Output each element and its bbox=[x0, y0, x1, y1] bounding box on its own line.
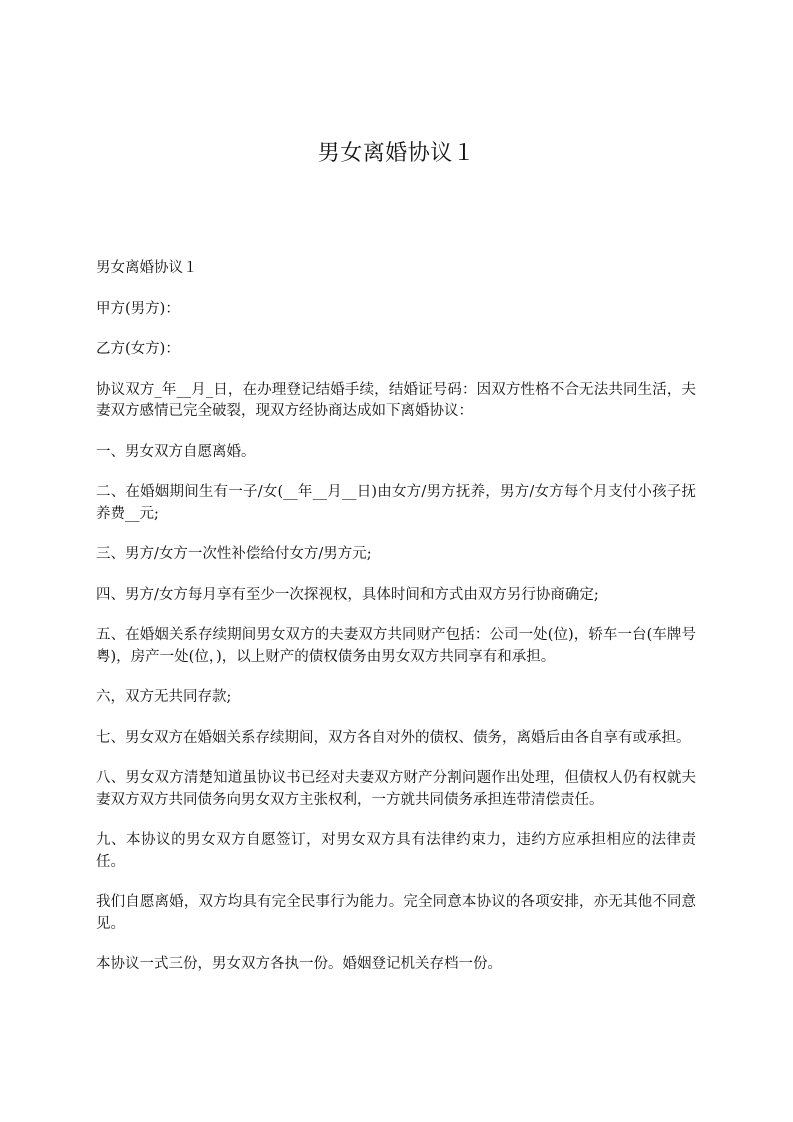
paragraph-clause-7: 七、男女双方在婚姻关系存续期间，双方各自对外的债权、债务，离婚后由各自享有或承担。 bbox=[96, 729, 691, 746]
document-body bbox=[96, 258, 696, 995]
document-title: 男女离婚协议１ bbox=[317, 141, 476, 166]
paragraph-clause-1: 一、男女双方自愿离婚。 bbox=[96, 443, 256, 460]
paragraph-clause-5: 五、在婚姻关系存续期间男女双方的夫妻双方共同财产包括：公司一处(位)，轿车一台(车牌号粤)，房产一处(位，)，以上财产的债权债务由男女双方共同享有和承担。 bbox=[96, 627, 696, 665]
paragraph-party-b: 乙方(女方)： bbox=[96, 341, 180, 357]
paragraph-clause-6: 六，双方无共同存款; bbox=[96, 689, 232, 705]
paragraph-clause-8: 八、男女双方清楚知道虽协议书已经对夫妻双方财产分割问题作出处理，但债权人仍有权就夫妻双方双方共同债务向男女双方主张权利，一方就共同债务承担连带清偿责任。 bbox=[96, 770, 696, 808]
paragraph-preamble: 协议双方_年__月_日，在办理登记结婚手续，结婚证号码：因双方性格不合无法共同生活，夫妻双方感情已完全破裂，现双方经协商达成如下离婚协议： bbox=[96, 381, 696, 419]
paragraph-subtitle: 男女离婚协议１ bbox=[96, 260, 198, 276]
paragraph-clause-9: 九、本协议的男女双方自愿签订，对男女双方具有法律约束力，违约方应承担相应的法律责任。 bbox=[96, 832, 696, 870]
paragraph-clause-2: 二、在婚姻期间生有一子/女(__年__月__日)由女方/男方抚养，男方/女方每个月支付小孩子抚养费__元; bbox=[96, 484, 696, 522]
paragraph-party-a: 甲方(男方)： bbox=[96, 300, 180, 317]
paragraph-copies: 本协议一式三份，男女双方各执一份。婚姻登记机关存档一份。 bbox=[96, 956, 502, 972]
paragraph-clause-4: 四、男方/女方每月享有至少一次探视权，具体时间和方式由双方另行协商确定; bbox=[96, 586, 599, 603]
paragraph-declaration: 我们自愿离婚，双方均具有完全民事行为能力。完全同意本协议的各项安排，亦无其他不同意见。 bbox=[96, 894, 696, 932]
paragraph-clause-3: 三、男方/女方一次性补偿给付女方/男方元; bbox=[96, 546, 372, 562]
